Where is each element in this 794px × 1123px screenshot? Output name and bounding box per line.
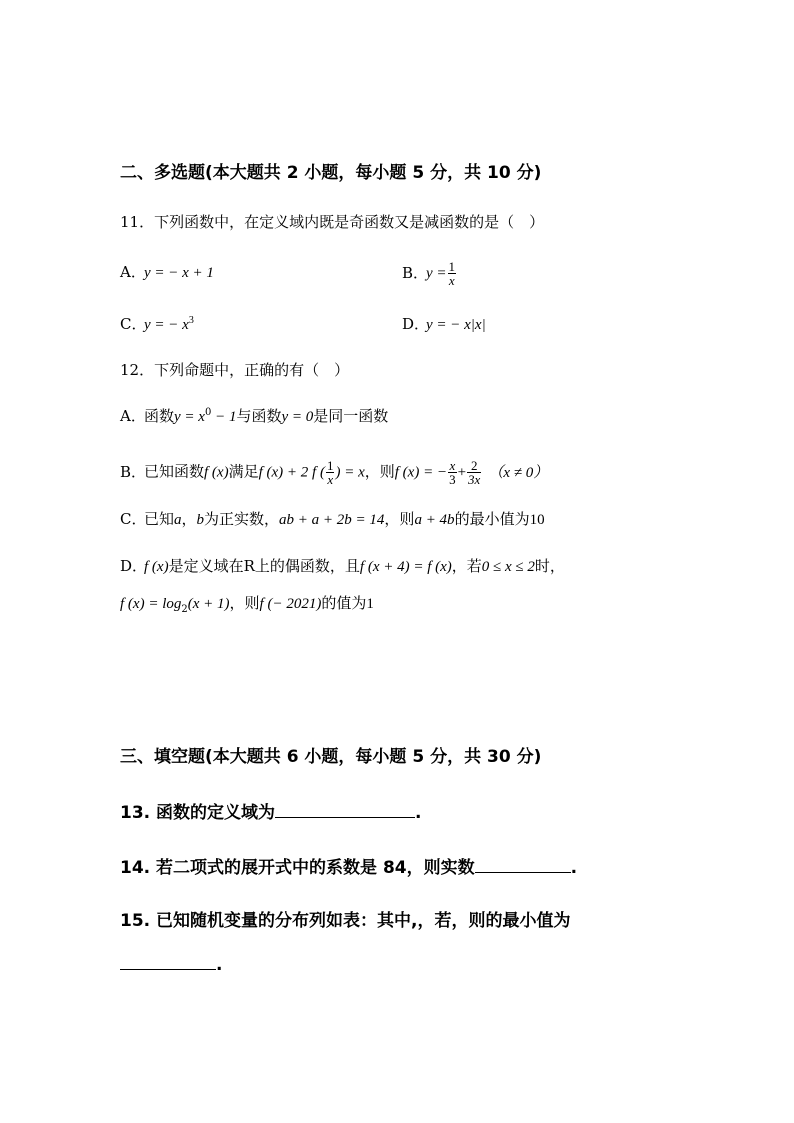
q12-d2-math-1-tail: (x + 1)	[187, 596, 230, 612]
question-14-end: .	[570, 858, 578, 878]
q12-c-math-1: a	[174, 512, 182, 528]
q12-b-fraction-1: $\frac{1}{x}$	[326, 458, 334, 487]
q12-c-math-4: a + 4b	[414, 512, 455, 528]
q12-option-b-letter: B．	[120, 462, 147, 481]
q12-d2-text-1: ，则	[229, 594, 260, 612]
q12-b-plus: +	[457, 464, 467, 481]
question-15: 15. 已知随机变量的分布列如表：其中,，若，则的最小值为	[120, 911, 571, 931]
question-15-end: .	[216, 955, 223, 975]
q12-a-math-1: y = x	[174, 409, 205, 425]
q12-c-math-3: ab + a + 2b = 14	[279, 512, 385, 528]
q12-b-fraction-2: $\frac{x}{3}$	[449, 458, 456, 487]
q12-option-d[interactable]	[120, 556, 565, 577]
q12-b-condition: （x ≠ 0）	[488, 464, 549, 481]
q11-option-b[interactable]	[402, 260, 457, 287]
q12-option-a[interactable]	[120, 406, 388, 427]
question-14	[120, 858, 577, 878]
section-heading-fill-in: 三、填空题(本大题共 6 小题，每小题 5 分，共 30 分)	[120, 747, 542, 767]
q12-c-text-2: ，	[181, 510, 197, 528]
q12-a-math-1-tail: − 1	[211, 409, 237, 425]
q12-d-text-4: 时，	[534, 557, 565, 575]
q12-option-c[interactable]	[120, 509, 545, 530]
section-heading-multiple-choice: 二、多选题(本大题共 2 小题，每小题 5 分，共 10 分)	[120, 163, 542, 183]
q12-c-text-3: 为正实数，	[204, 510, 280, 528]
q12-c-text-4: ，则	[384, 510, 415, 528]
question-13-text: 13. 函数的定义域为	[120, 803, 276, 823]
q12-d-math-3: 0 ≤ x ≤ 2	[481, 559, 535, 575]
q12-d2-text-2: 的值为	[321, 594, 367, 612]
q12-c-text-1: 已知	[144, 510, 175, 528]
question-13-end: .	[415, 803, 422, 823]
q12-d-text-3: ，若	[451, 557, 482, 575]
q15-answer-blank[interactable]	[120, 955, 216, 970]
q11-option-c-exponent: 3	[188, 315, 194, 326]
q12-d-math-1: f (x)	[144, 559, 169, 575]
q12-b-text-3: ，则	[364, 462, 395, 481]
q12-option-a-letter: A．	[120, 407, 146, 425]
q12-c-math-2: b	[196, 512, 205, 528]
q12-b-math-2b: ) = x	[335, 464, 365, 481]
q13-answer-blank[interactable]	[275, 803, 415, 818]
q11-option-b-letter: B．	[402, 263, 429, 282]
q12-d-math-2: f (x + 4) = f (x)	[359, 559, 452, 575]
q12-d-text-2: 上的偶函数，且	[254, 557, 360, 575]
q11-option-d[interactable]	[402, 314, 486, 335]
q11-option-a-expr: y = − x + 1	[144, 265, 214, 281]
question-14-text: 14. 若二项式的展开式中的系数是 84，则实数	[120, 858, 475, 878]
q12-c-text-5: 的最小值为	[454, 510, 530, 528]
q12-d-text-1: 是定义域在	[168, 557, 244, 575]
q12-a-math-2: y = 0	[281, 409, 314, 425]
q12-a-text-3: 是同一函数	[313, 407, 389, 425]
q12-b-math-1: f (x)	[204, 464, 229, 481]
q11-option-c-letter: C．	[120, 315, 147, 333]
q11-option-c-expr: y = − x	[144, 317, 189, 333]
q11-option-d-letter: D．	[402, 315, 430, 333]
q11-option-b-fraction: $\frac{1}{x}$	[448, 259, 456, 288]
q12-d2-math-1: f (x) = log	[120, 596, 182, 612]
q12-a-text-1: 函数	[144, 407, 175, 425]
q12-b-fraction-3: $\frac{2}{3x}$	[468, 458, 481, 487]
q11-option-d-expr: y = − x|x|	[426, 317, 486, 333]
q12-option-b[interactable]	[120, 459, 548, 486]
q11-option-b-lhs: y =	[426, 265, 447, 282]
q14-answer-blank[interactable]	[475, 858, 571, 873]
q12-b-text-1: 已知函数	[144, 462, 205, 481]
q12-d-real-set: R	[243, 557, 255, 575]
q12-a-exponent: 0	[204, 407, 212, 418]
q12-d2-math-3: 1	[366, 596, 374, 612]
q12-option-d-line-2	[120, 593, 374, 614]
q12-b-math-2a: f (x) + 2 f (	[258, 464, 325, 481]
q12-d2-log-base: 2	[181, 604, 188, 615]
q12-option-c-letter: C．	[120, 510, 147, 528]
q12-a-text-2: 与函数	[236, 407, 282, 425]
q12-option-d-letter: D．	[120, 557, 148, 575]
q12-d2-math-2: f (− 2021)	[259, 596, 322, 612]
q11-option-a-letter: A．	[120, 263, 146, 281]
q12-b-text-2: 满足	[228, 462, 259, 481]
q12-b-math-3a: f (x) = −	[394, 464, 448, 481]
question-11-stem: 11．下列函数中，在定义域内既是奇函数又是减函数的是（ ）	[120, 213, 545, 231]
q11-option-c[interactable]	[120, 314, 194, 335]
question-13	[120, 803, 422, 823]
question-15-line-2	[120, 955, 222, 975]
q11-option-a[interactable]	[120, 262, 214, 283]
q12-c-math-5: 10	[529, 512, 545, 528]
question-12-stem: 12．下列命题中，正确的有（ ）	[120, 361, 350, 379]
